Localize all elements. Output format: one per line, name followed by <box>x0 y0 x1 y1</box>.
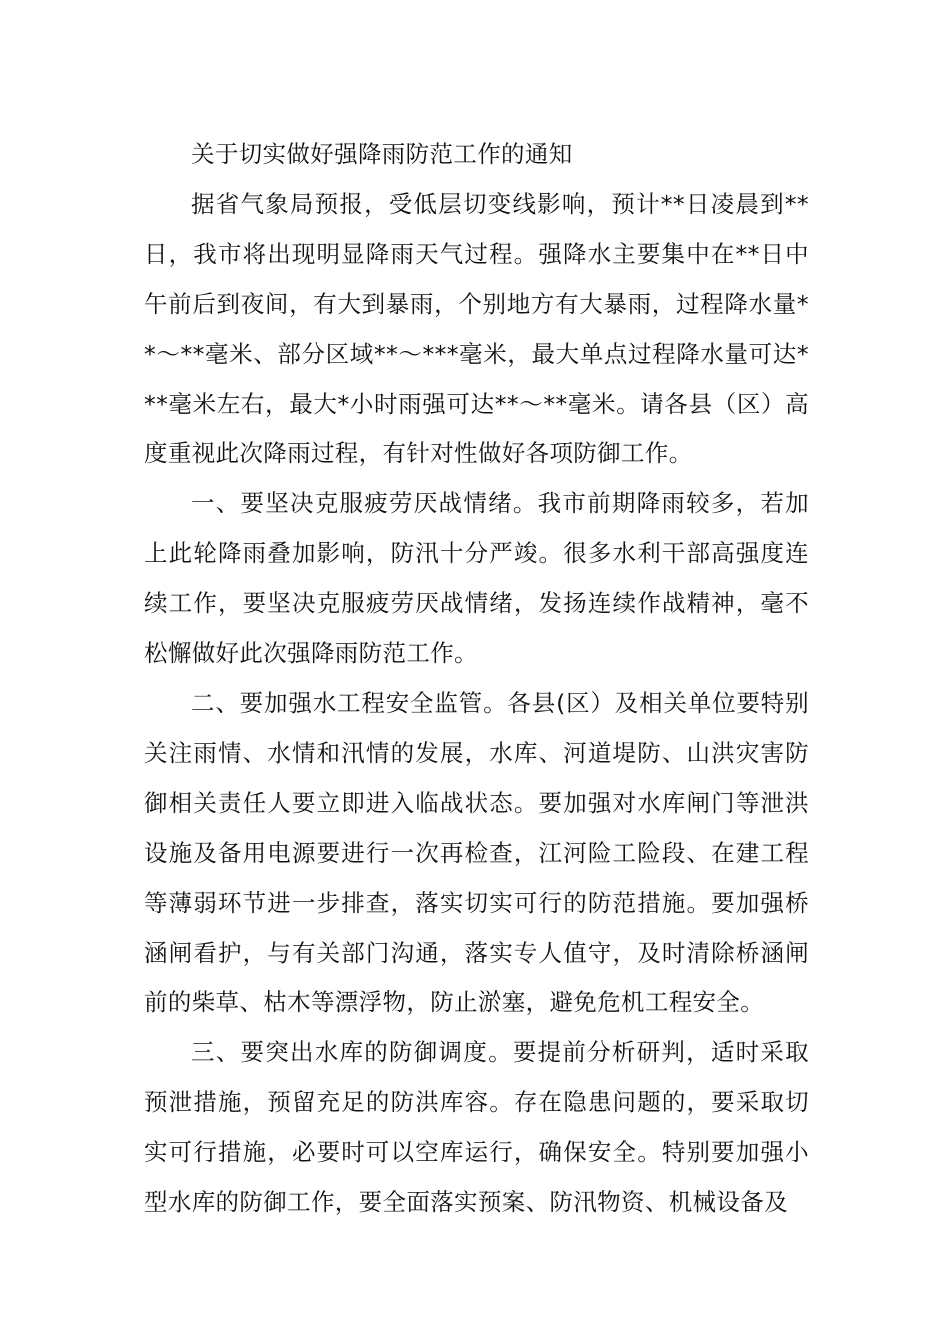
paragraph-item-3: 三、要突出水库的防御调度。要提前分析研判，适时采取预泄措施，预留充足的防洪库容。存在隐患问题的，要采取切实可行措施，必要时可以空库运行，确保安全。特别要加强小型水库的防御工作，要全面落实预案、防汛物资、机械设备及 <box>144 1038 809 1217</box>
document-body <box>144 130 809 1228</box>
paragraph-forecast: 据省气象局预报，受低层切变线影响，预计**日凌晨到**日，我市将出现明显降雨天气过程。强降水主要集中在**日中午前后到夜间，有大到暴雨，个别地方有大暴雨，过程降水量**～**毫米、部分区域**～***毫米，最大单点过程降水量可达***毫米左右，最大*小时雨强可达**～**毫米。请各县（区）高度重视此次降雨过程，有针对性做好各项防御工作。 <box>144 189 809 468</box>
document-title: 关于切实做好强降雨防范工作的通知 <box>191 140 573 168</box>
paragraph-item-1: 一、要坚决克服疲劳厌战情绪。我市前期降雨较多，若加上此轮降雨叠加影响，防汛十分严竣。很多水利干部高强度连续工作，要坚决克服疲劳厌战情绪，发扬连续作战精神，毫不松懈做好此次强降雨防范工作。 <box>144 489 809 668</box>
paragraph-item-2: 二、要加强水工程安全监管。各县(区）及相关单位要特别关注雨情、水情和汛情的发展，水库、河道堤防、山洪灾害防御相关责任人要立即进入临战状态。要加强对水库闸门等泄洪设施及备用电源要进行一次再检查，江河险工险段、在建工程等薄弱环节进一步排查，落实切实可行的防范措施。要加强桥涵闸看护，与有关部门沟通，落实专人值守，及时清除桥涵闸前的柴草、枯木等漂浮物，防止淤塞，避免危机工程安全。 <box>144 688 809 1017</box>
